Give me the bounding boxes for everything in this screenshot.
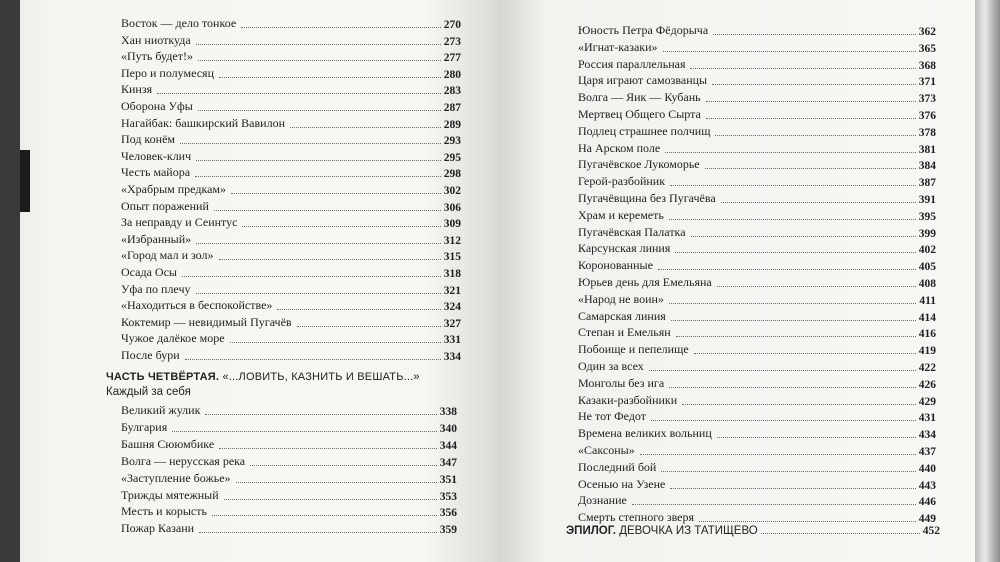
dot-leader [705,167,916,169]
toc-entry-title: Волга — Яик — Кубань [578,90,701,105]
toc-entry [121,164,461,180]
dot-leader [241,26,441,28]
dot-leader [676,335,916,337]
toc-entry-page: 378 [918,126,936,139]
toc-entry [121,181,461,197]
toc-entry-page: 334 [443,351,461,363]
dot-leader [212,514,437,516]
part-label: ЧАСТЬ ЧЕТВЁРТАЯ. [106,371,220,383]
right-page [498,0,975,562]
dot-leader [196,292,441,294]
toc-entry-title: Булгария [121,419,168,434]
toc-entry-page: 429 [918,395,936,408]
toc-entry-page: 338 [439,406,457,418]
toc-entry [121,470,457,486]
dot-leader [290,126,441,128]
toc-entry [121,281,461,297]
toc-entry [578,358,936,374]
toc-entry-title: Восток — дело тонкое [121,16,237,30]
toc-entry-title: Волга — нерусская река [121,453,246,468]
toc-entry [578,392,936,408]
dot-leader [675,251,915,253]
dot-leader [157,92,441,94]
dot-leader [694,352,916,354]
toc-entry [121,297,461,313]
toc-entry-page: 347 [439,456,457,469]
toc-entry-page: 434 [918,429,936,442]
subheading: Каждый за себя [106,386,191,398]
toc-entry [578,274,936,290]
toc-entry-page: 331 [443,334,461,347]
toc-entry-title: Уфа по плечу [121,281,191,296]
toc-entry-title: Под конём [121,132,175,147]
toc-entry [121,347,461,363]
toc-entry-title: Нагайбак: башкирский Вавилон [121,115,286,130]
toc-entry-title: Степан и Емельян [578,325,671,340]
toc-entry-title: Коктемир — невидимый Пугачёв [121,314,292,329]
toc-entry [121,65,461,81]
toc-entry [121,81,461,97]
dot-leader [717,436,916,438]
toc-entry [578,492,936,508]
dot-leader [713,33,916,35]
toc-entry [578,39,936,55]
toc-entry-title: Храм и кереметь [578,207,664,222]
toc-entry [121,48,461,64]
toc-entry-title: Пугачёвщина без Пугачёва [578,191,716,205]
toc-entry-page: 440 [918,462,936,475]
toc-entry [121,214,461,230]
toc-entry-title: После бури [121,348,180,362]
toc-entry-title: Побоище и пепелище [578,342,689,357]
toc-entry-page: 283 [443,85,461,98]
dot-leader [761,533,920,534]
toc-entry-page: 351 [439,473,457,486]
epilogue-page: 452 [922,525,940,537]
dot-leader [721,201,916,203]
dot-leader [219,258,441,260]
toc-entry [121,264,461,280]
toc-entry-title: Царя играют самозванцы [578,73,708,88]
toc-entry-title: Юрьев день для Емельяна [578,275,712,289]
toc-entry [578,240,936,256]
toc-entry-page: 365 [918,42,936,55]
toc-entry-page: 395 [918,210,936,223]
toc-entry-title: Россия параллельная [578,56,686,71]
toc-entry-page: 344 [439,439,457,452]
dot-leader [195,175,441,177]
toc-entry-title: Дознание [578,493,627,508]
dot-leader [250,464,437,466]
dot-leader [682,403,916,405]
toc-entry [578,308,936,324]
toc-entry-page: 408 [918,278,936,290]
toc-entry-page: 414 [918,311,936,324]
part-heading [106,371,420,383]
toc-entry-page: 280 [443,68,461,81]
toc-entry [121,419,457,435]
toc-entry [578,257,936,273]
toc-entry-title: Один за всех [578,359,644,373]
toc-entry-page: 327 [443,317,461,330]
toc-entry-page: 399 [918,227,936,240]
toc-entry-title: Великий жулик [121,403,201,417]
dot-leader [242,225,440,227]
toc-entry-title: Пугачёвское Лукоморье [578,157,700,172]
toc-entry [578,442,936,458]
toc-entry-page: 371 [918,76,936,89]
toc-entry-title: Башня Сююмбике [121,436,215,451]
toc-entry [121,453,457,469]
toc-entry-page: 362 [918,26,936,38]
toc-entry [121,487,457,503]
toc-entry [578,375,936,391]
toc-entry [121,15,461,31]
toc-entry-title: Осада Осы [121,265,177,279]
dot-leader [706,100,916,102]
dot-leader [172,430,437,432]
toc-entry-page: 293 [443,135,461,148]
toc-entry-title: Последний бой [578,459,657,474]
toc-entry [578,459,936,475]
dot-leader [236,481,437,483]
toc-entry-page: 387 [918,177,936,190]
dot-leader [663,50,916,52]
toc-entry [578,123,936,139]
toc-entry-page: 321 [443,284,461,297]
dot-leader [669,218,916,220]
toc-entry-page: 381 [918,143,936,156]
toc-entry-title: Подлец страшнее полчищ [578,123,711,138]
dot-leader [649,369,916,371]
dot-leader [219,447,437,449]
table-edge [975,0,1000,562]
toc-entry-page: 416 [918,328,936,341]
toc-entry [578,408,936,424]
toc-entry [578,291,936,307]
toc-entry [578,425,936,441]
toc-entry [121,115,461,131]
toc-entry-page: 295 [443,151,461,164]
toc-entry-title: Человек-клич [121,148,192,163]
toc-entry-page: 312 [443,234,461,247]
toc-entry [121,131,461,147]
toc-entry [578,476,936,492]
dot-leader [661,470,915,472]
toc-entry [578,140,936,156]
toc-entry-page: 302 [443,185,461,197]
toc-entry-title: Герой-разбойник [578,174,666,189]
toc-entry-page: 391 [918,194,936,206]
toc-entry-title: Осенью на Узене [578,476,666,491]
dot-leader [196,159,441,161]
dot-leader [196,43,441,45]
epilogue-entry [566,521,940,537]
toc-entry-page: 446 [918,496,936,509]
toc-entry-title: Самарская линия [578,308,666,323]
dot-leader [717,285,916,287]
toc-entry-title: Месть и корысть [121,504,207,519]
toc-entry-page: 411 [919,294,936,307]
toc-entry-page: 318 [443,268,461,280]
toc-entry-page: 449 [918,513,936,526]
toc-entry-page: 306 [443,201,461,214]
dot-leader [632,503,916,505]
toc-entry-title: Пугачёвская Палатка [578,224,686,239]
toc-entry-title: Трижды мятежный [121,487,219,502]
part-title: «...ЛОВИТЬ, КАЗНИТЬ И ВЕШАТЬ...» [222,371,420,383]
toc-entry-title: Опыт поражений [121,198,209,213]
dot-leader [671,319,916,321]
toc-entry [121,98,461,114]
toc-entry-title: «Избранный» [121,231,192,246]
toc-entry-title: Чужое далёкое море [121,331,225,346]
toc-entry-page: 419 [918,345,936,358]
dot-leader [712,83,916,85]
dot-leader [691,235,916,237]
toc-entry-title: «Заступление божье» [121,470,231,485]
toc-entry [121,402,457,418]
toc-entry-title: Смерть степного зверя [578,510,695,525]
toc-entry-page: 324 [443,301,461,314]
toc-entry [578,173,936,189]
toc-entry [121,436,457,452]
toc-entry [121,198,461,214]
toc-entry [121,247,461,263]
toc-entry [121,314,461,330]
dot-leader [198,109,441,111]
toc-entry-page: 431 [918,412,936,425]
toc-entry-page: 405 [918,261,936,274]
toc-entry-title: «Находиться в беспокойстве» [121,298,273,313]
toc-entry-page: 402 [918,244,936,257]
toc-entry-title: «Игнат-казаки» [578,39,658,54]
toc-entry-title: «Храбрым предкам» [121,182,227,196]
dot-leader [715,134,915,136]
dot-leader [185,358,441,360]
toc-entry-page: 315 [443,251,461,264]
toc-entry [578,156,936,172]
toc-entry [578,207,936,223]
toc-entry-title: Оборона Уфы [121,99,193,113]
dot-leader [231,192,441,194]
toc-entry-page: 359 [439,524,457,537]
dot-leader [277,308,440,310]
dot-leader [198,59,441,61]
dot-leader [706,117,916,119]
epilogue-label: ЭПИЛОГ. [566,525,617,537]
toc-entry-title: Мертвец Общего Сырта [578,107,701,121]
dot-leader [205,413,436,415]
toc-entry-page: 368 [918,59,936,72]
toc-entry-page: 298 [443,168,461,181]
toc-entry [121,231,461,247]
toc-entry-page: 376 [918,110,936,122]
dot-leader [182,275,441,277]
toc-entry [578,106,936,122]
toc-entry-title: Перо и полумесяц [121,65,214,80]
toc-entry-page: 277 [443,52,461,65]
toc-entry-page: 422 [918,362,936,374]
dot-leader [219,76,441,78]
toc-entry-title: «Народ не воин» [578,291,664,306]
toc-entry [121,148,461,164]
toc-entry-title: За неправду и Сеинтус [121,215,238,230]
toc-entry-page: 373 [918,93,936,106]
toc-entry-page: 426 [918,378,936,391]
toc-entry [121,520,457,536]
toc-entry [578,89,936,105]
toc-entry-title: Пожар Казани [121,521,195,536]
toc-entry-title: Коронованные [578,258,653,273]
toc-entry-title: Честь майора [121,165,191,180]
toc-entry-title: Монголы без ига [578,375,665,390]
dot-leader [224,498,437,500]
toc-entry-page: 309 [443,218,461,231]
dot-leader [297,325,441,327]
toc-entry-title: Карсунская линия [578,241,671,256]
toc-entry-page: 287 [443,102,461,114]
dot-leader [669,386,916,388]
dot-leader [199,531,437,533]
dot-leader [658,268,916,270]
toc-entry-title: Казаки-разбойники [578,392,678,407]
dot-leader [180,142,441,144]
toc-entry-page: 270 [443,19,461,31]
dot-leader [665,151,916,153]
toc-entry-title: На Арском поле [578,140,661,155]
toc-entry [578,224,936,240]
toc-entry-title: Кинзя [121,82,153,97]
toc-entry-title: Времена великих вольниц [578,426,712,441]
toc-entry-page: 384 [918,160,936,173]
toc-entry-title: «Саксоны» [578,443,635,457]
toc-entry [578,324,936,340]
toc-entry [578,341,936,357]
dot-leader [196,242,441,244]
toc-entry [578,56,936,72]
toc-entry [121,503,457,519]
dot-leader [640,453,916,455]
toc-entry [121,32,461,48]
dot-leader [651,419,916,421]
toc-entry-title: Хан ниоткуда [121,32,191,47]
toc-entry-page: 289 [443,118,461,131]
dot-leader [690,67,915,69]
dot-leader [230,341,441,343]
toc-entry [578,72,936,88]
toc-entry [121,330,461,346]
toc-entry-page: 340 [439,422,457,435]
dot-leader [670,487,915,489]
toc-entry-page: 437 [918,446,936,458]
toc-entry-title: «Путь будет!» [121,49,193,64]
toc-entry [578,22,936,38]
dot-leader [214,209,441,211]
toc-entry-page: 353 [439,490,457,503]
toc-entry-title: Не тот Федот [578,409,647,424]
toc-entry-page: 443 [918,479,936,492]
dot-leader [669,302,916,304]
toc-entry-title: «Город мал и зол» [121,248,214,263]
toc-entry-page: 273 [443,35,461,48]
toc-entry-title: Юность Петра Фёдорыча [578,23,709,37]
left-page [20,0,498,562]
dot-leader [670,184,916,186]
toc-entry-page: 356 [439,507,457,520]
epilogue-title: ДЕВОЧКА ИЗ ТАТИЩЕВО [619,525,758,537]
toc-entry [578,190,936,206]
bookmark-tab [20,150,30,212]
